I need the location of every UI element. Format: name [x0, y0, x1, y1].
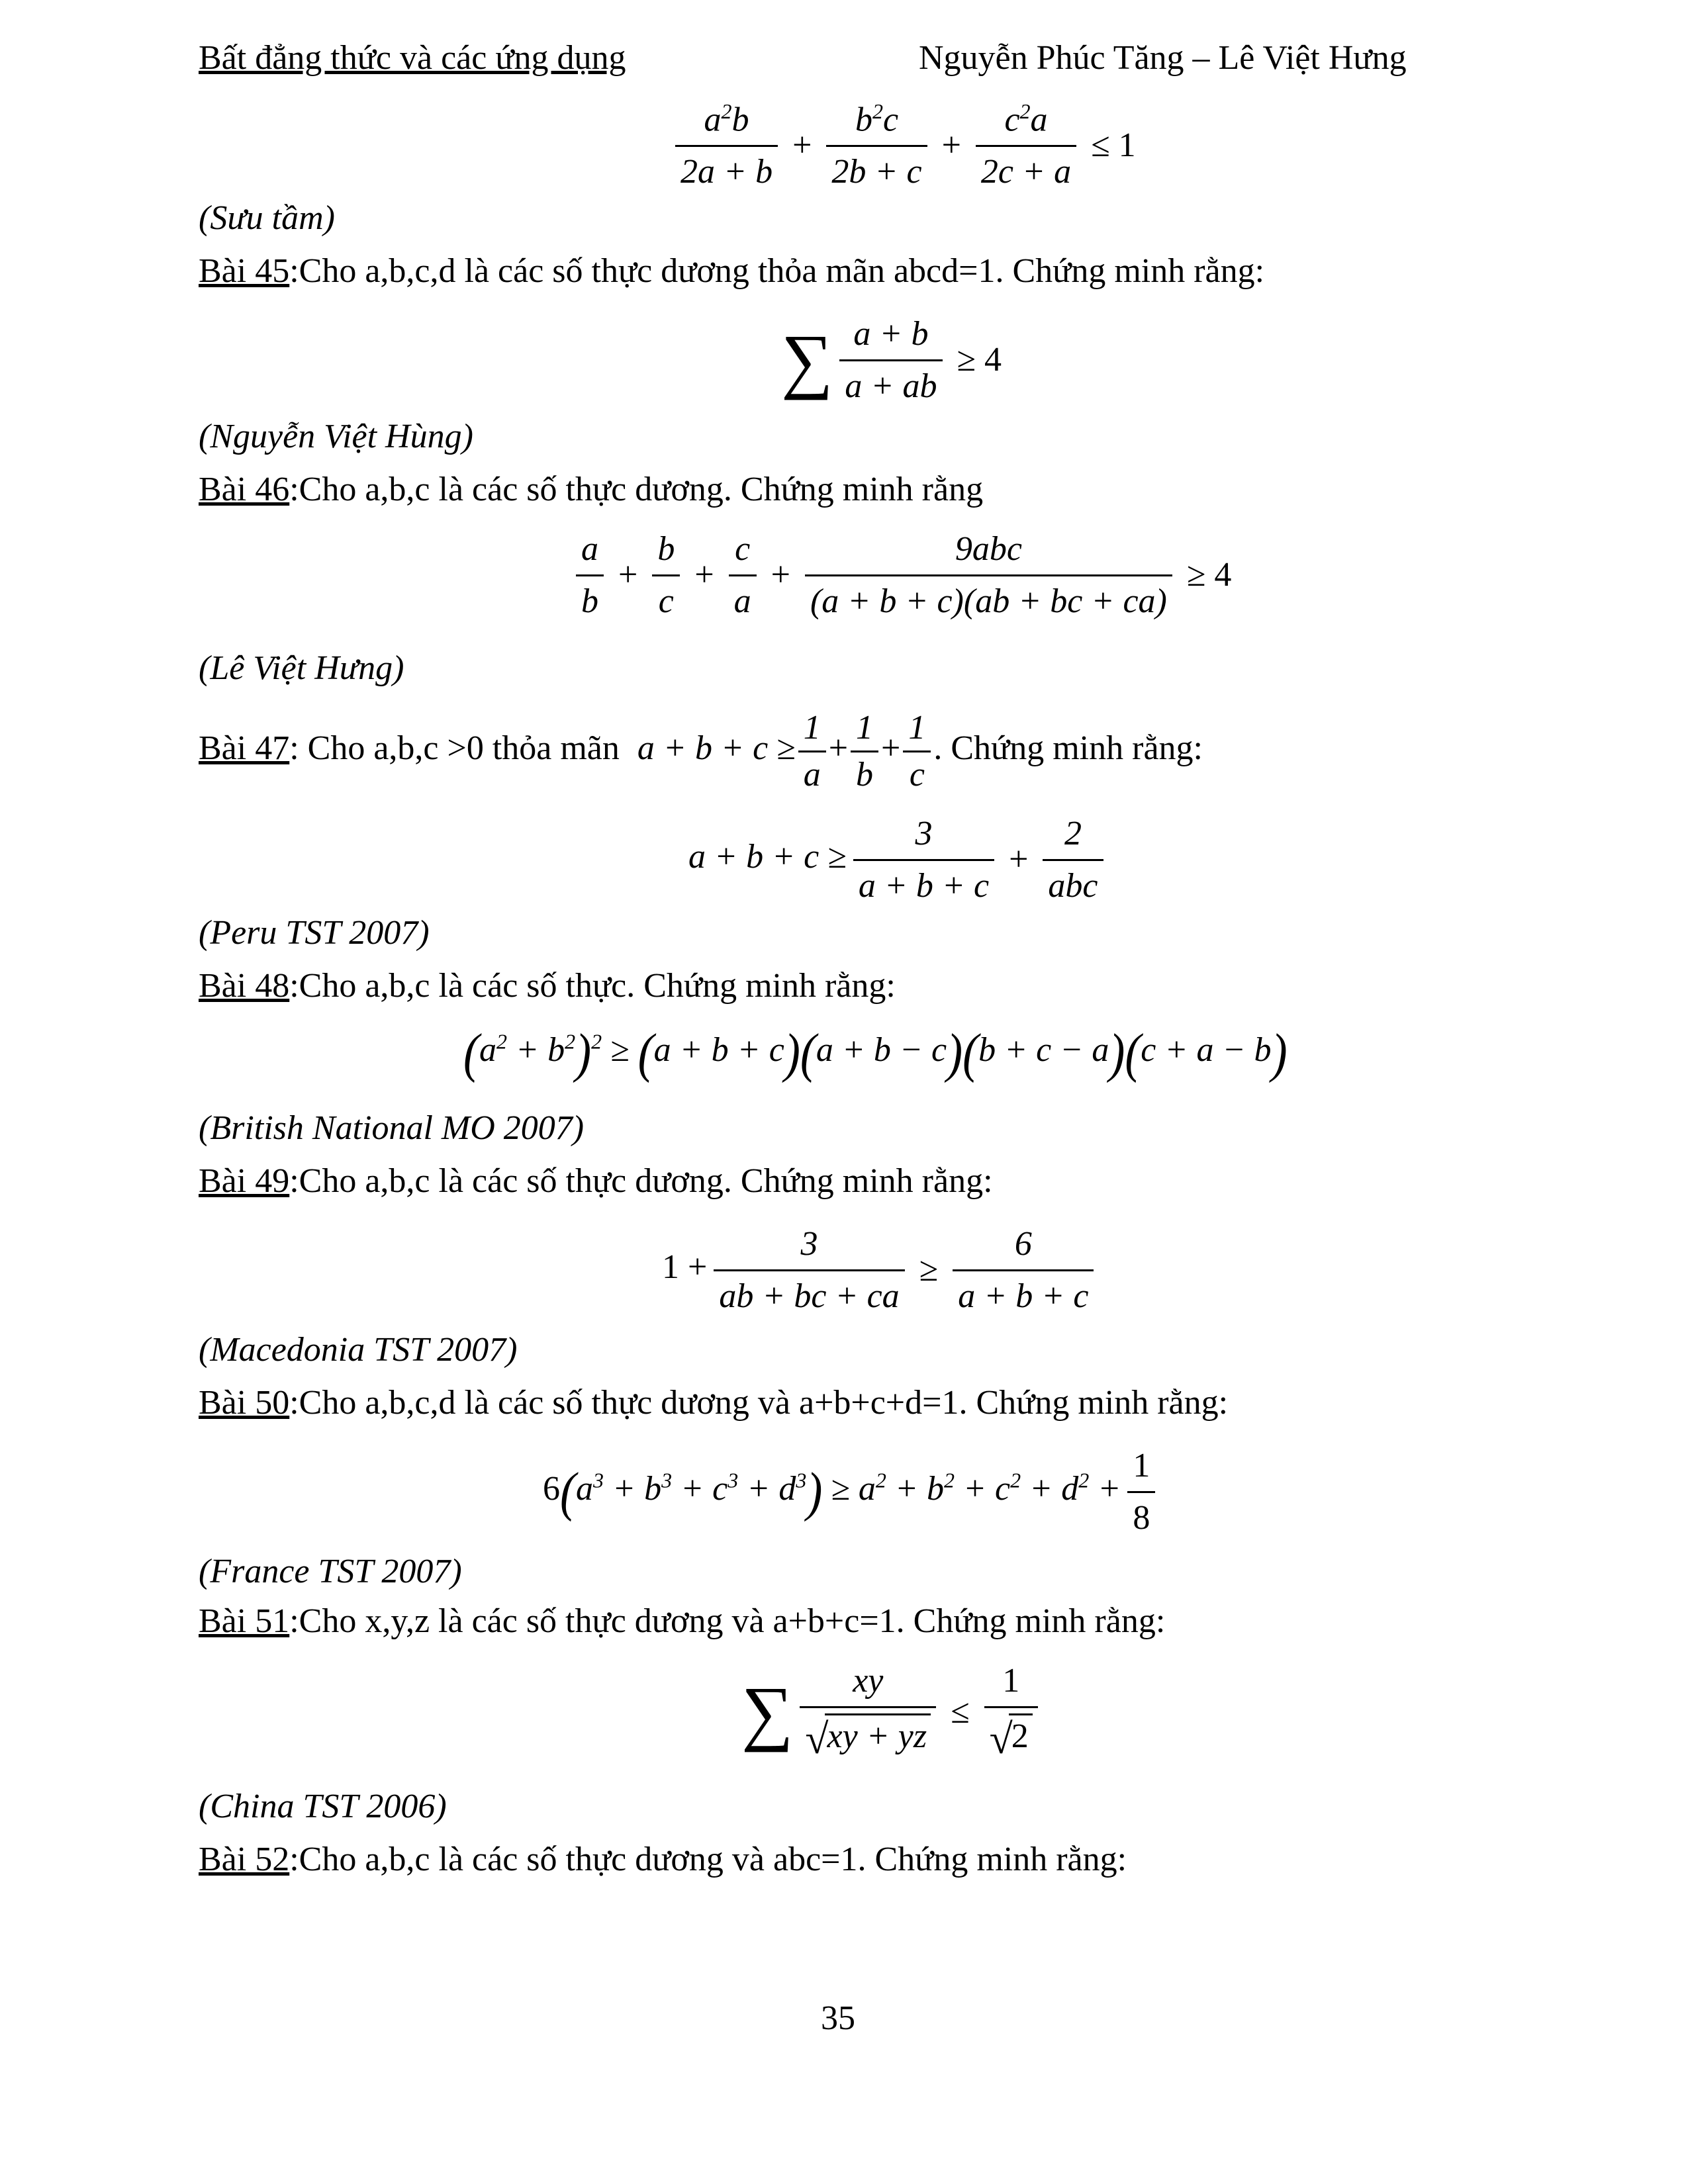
source-48: (British National MO 2007): [199, 1109, 585, 1147]
problem-49: [199, 1161, 993, 1201]
problem-statement: :Cho a,b,c,d là các số thực dương thỏa mãn abcd=1. Chứng minh rằng:: [289, 252, 1265, 290]
equation-48: $(a^2 + b^2)^2 \ge (a + b + c)(a + b - c)(b + c - a)(c + a - b)$: [463, 1023, 1288, 1083]
problem-46: [199, 470, 983, 509]
problem-50: [199, 1383, 1228, 1422]
equation-51: ∑ $\frac{xy}{√xy + yz}$ ≤ $\frac{1}{√2}$: [741, 1661, 1045, 1764]
equation-44: $\frac{a^2b}{2a + b}$ + $\frac{b^2c}{2b + c}$ + $\frac{c^2a}{2c + a}$ ≤ 1: [669, 99, 1144, 192]
equation-49: 1 + $\frac{3}{ab + bc + ca}$ ≥ $\frac{6}{a + b + c}$: [662, 1224, 1100, 1316]
equation-46: $\frac{a}{b}$ + $\frac{b}{c}$ + $\frac{c}{a}$ + $\frac{\text{9abc}}{(a + b + c)(ab + bc + ca)}$ ≥ 4: [569, 529, 1239, 621]
source-47: (Peru TST 2007): [199, 914, 430, 952]
equation-47: a + b + c ≥ $\frac{3}{a + b + c}$ + $\frac{2}{\text{abc}}$: [688, 814, 1110, 906]
problem-statement: :Cho a,b,c là các số thực dương và abc=1. Chứng minh rằng:: [289, 1841, 1127, 1878]
source-46: (Lê Việt Hưng): [199, 649, 404, 687]
equation-45: ∑ $\frac{a + b}{a + ab}$ ≥ 4: [781, 315, 1002, 405]
equation-50: $6(a^3 + b^3 + c^3 + d^3) \ge a^2 + b^2 + c^2 + d^2$ + $\frac{1}{8}$: [543, 1446, 1162, 1538]
source-51: (China TST 2006): [199, 1788, 447, 1825]
problem-statement-end: . Chứng minh rằng:: [933, 729, 1203, 768]
problem-statement: :Cho a,b,c là các số thực dương. Chứng minh rằng:: [289, 1162, 993, 1200]
problem-label: Bài 46: [199, 471, 290, 508]
problem-statement: :Cho x,y,z là các số thực dương và a+b+c=1. Chứng minh rằng:: [289, 1602, 1166, 1640]
header-authors: Nguyễn Phúc Tăng – Lê Việt Hưng: [919, 39, 1407, 77]
problem-label: Bài 45: [199, 252, 290, 290]
source-50: (France TST 2007): [199, 1553, 462, 1590]
page-number: 35: [821, 1999, 855, 2037]
problem-statement: : Cho a,b,c >0 thỏa mãn: [289, 729, 620, 768]
header-title: Bất đẳng thức và các ứng dụng: [199, 39, 626, 77]
problem-label: Bài 51: [199, 1602, 290, 1640]
problem-51: [199, 1602, 1165, 1641]
problem-statement: :Cho a,b,c là các số thực. Chứng minh rằng:: [289, 967, 896, 1005]
problem-label: Bài 48: [199, 967, 290, 1005]
problem-statement: :Cho a,b,c là các số thực dương. Chứng minh rằng: [289, 471, 984, 508]
problem-48: [199, 966, 896, 1005]
source-45: (Nguyễn Việt Hùng): [199, 418, 473, 455]
problem-statement: :Cho a,b,c,d là các số thực dương và a+b+c+d=1. Chứng minh rằng:: [289, 1384, 1229, 1422]
problem-label: Bài 49: [199, 1162, 290, 1200]
problem-45: [199, 251, 1264, 291]
problem-label: Bài 52: [199, 1841, 290, 1878]
problem-label: Bài 47: [199, 729, 290, 768]
source-44: (Sưu tầm): [199, 199, 335, 237]
source-49: (Macedonia TST 2007): [199, 1331, 518, 1369]
problem-47: Bài 47: Cho a,b,c >0 thỏa mãn a + b + c ≥ $\frac{1}{a}$ + $\frac{1}{b}$ + $\frac{1}{c}$ . Chứng minh rằng:: [199, 709, 1203, 794]
problem-52: [199, 1840, 1127, 1879]
problem-label: Bài 50: [199, 1384, 290, 1422]
